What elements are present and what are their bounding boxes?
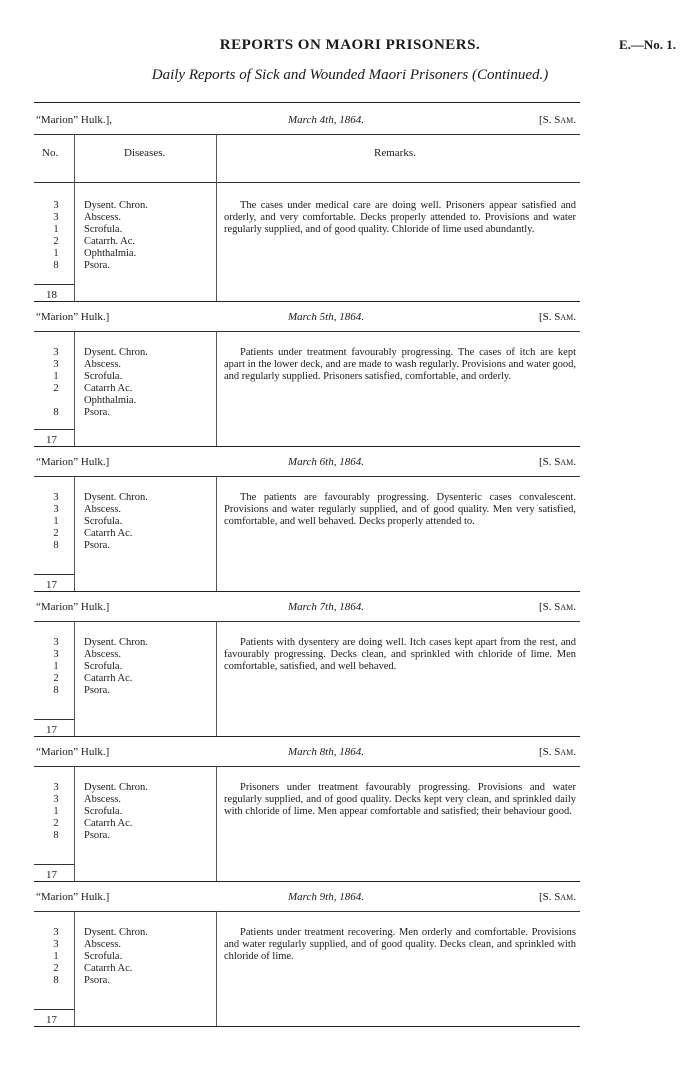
- report-header: [34, 591, 580, 622]
- case-numbers: 3 3 1 2 8: [53, 782, 59, 841]
- total-count: 17: [46, 1014, 57, 1026]
- top-rule: [34, 102, 580, 103]
- daily-report: [34, 446, 580, 591]
- page-reference: E.—No. 1.: [618, 37, 676, 52]
- daily-report: [34, 104, 580, 301]
- signature: [S. Sam.: [538, 891, 576, 903]
- signature: [S. Sam.: [538, 746, 576, 758]
- signature: [S. Sam.: [538, 114, 576, 126]
- column-divider: [74, 476, 75, 591]
- report-date: March 7th, 1864.: [288, 601, 364, 613]
- vessel-name: “Marion” Hulk.],: [36, 114, 113, 126]
- remarks-text: Patients under treatment favourably progressing. The cases of itch are kept apart in the lower deck, and are made to wash regularly. Provisions and water good, and regularly supplied. Prisoners satisfied, comfortable, and orderly.: [224, 347, 576, 382]
- column-divider: [216, 134, 217, 301]
- daily-report: [34, 301, 580, 446]
- remarks-text: The patients are favourably progressing. Dysenteric cases convalescent. Provisions and water regularly supplied, and of good quality. Men very satisfied, comfortable, and well behaved. Decks properly attended to.: [224, 492, 576, 527]
- column-divider: [216, 331, 217, 446]
- column-divider: [74, 134, 75, 301]
- remarks-text: Prisoners under treatment favourably progressing. Provisions and water regularly supplied, and of good quality. Decks kept very clean, and sprinkled daily with chloride of lime. Men appear comfortable and satisfied; their behaviour good.: [224, 782, 576, 817]
- signature: [S. Sam.: [538, 456, 576, 468]
- report-date: March 8th, 1864.: [288, 746, 364, 758]
- disease-list: Dysent. Chron. Abscess. Scrofula. Catarrh Ac. Psora.: [84, 492, 148, 551]
- reports-table: [34, 104, 580, 1026]
- daily-report: [34, 881, 580, 1026]
- report-date: March 4th, 1864.: [288, 114, 364, 126]
- daily-report: [34, 591, 580, 736]
- case-numbers: 3 3 1 2 8: [53, 927, 59, 986]
- total-count: 17: [46, 579, 57, 591]
- case-numbers: 3 3 1 2 8: [53, 637, 59, 696]
- vessel-name: “Marion” Hulk.]: [36, 891, 110, 903]
- signature: [S. Sam.: [538, 311, 576, 323]
- report-header: [34, 104, 580, 135]
- vessel-name: “Marion” Hulk.]: [36, 746, 110, 758]
- column-header-diseases: Diseases.: [124, 147, 166, 159]
- daily-report: [34, 736, 580, 881]
- vessel-name: “Marion” Hulk.]: [36, 311, 110, 323]
- disease-list: Dysent. Chron. Abscess. Scrofula. Catarrh Ac. Psora.: [84, 637, 148, 696]
- column-divider: [74, 331, 75, 446]
- case-numbers: 3 3 1 2 8: [53, 347, 59, 418]
- report-date: March 5th, 1864.: [288, 311, 364, 323]
- total-count: 17: [46, 434, 57, 446]
- disease-list: Dysent. Chron. Abscess. Scrofula. Catarrh Ac. Psora.: [84, 927, 148, 986]
- disease-list: Dysent. Chron. Abscess. Scrofula. Catarrh Ac. Psora.: [84, 782, 148, 841]
- column-divider: [216, 911, 217, 1026]
- column-header-no: No.: [42, 147, 59, 159]
- column-divider: [74, 621, 75, 736]
- column-header-row: [34, 134, 580, 183]
- column-header-remarks: Remarks.: [374, 147, 416, 159]
- vessel-name: “Marion” Hulk.]: [36, 601, 110, 613]
- page-title: REPORTS ON MAORI PRISONERS.: [219, 37, 481, 53]
- report-header: [34, 446, 580, 477]
- signature: [S. Sam.: [538, 601, 576, 613]
- remarks-text: Patients with dysentery are doing well. Itch cases kept apart from the rest, and favourably progressing. Decks clean, and sprinkled with chloride of lime. Men comfortable, satisfied, and well behaved.: [224, 637, 576, 672]
- disease-list: Dysent. Chron. Abscess. Scrofula. Catarrh. Ac. Ophthalmia. Psora.: [84, 200, 148, 271]
- column-divider: [74, 766, 75, 881]
- column-divider: [216, 476, 217, 591]
- case-numbers: 3 3 1 2 8: [53, 492, 59, 551]
- report-header: [34, 301, 580, 332]
- remarks-text: Patients under treatment recovering. Men orderly and comfortable. Provisions and water regularly supplied, and of good quality. Decks clean, and sprinkled with chloride of lime.: [224, 927, 576, 962]
- report-separator: [34, 1026, 580, 1027]
- column-divider: [74, 911, 75, 1026]
- case-numbers: 3 3 1 2 1 8: [53, 200, 59, 271]
- disease-list: Dysent. Chron. Abscess. Scrofula. Catarrh Ac. Ophthalmia. Psora.: [84, 347, 148, 418]
- column-divider: [216, 766, 217, 881]
- report-header: [34, 881, 580, 912]
- remarks-text: The cases under medical care are doing well. Prisoners appear satisfied and orderly, and very comfortable. Decks properly attended to. Provisions and water regularly supplied, and of good quality. Chloride of lime used abundantly.: [224, 200, 576, 235]
- page-subtitle: Daily Reports of Sick and Wounded Maori Prisoners (Continued.): [151, 67, 549, 83]
- total-count: 17: [46, 869, 57, 881]
- report-date: March 9th, 1864.: [288, 891, 364, 903]
- vessel-name: “Marion” Hulk.]: [36, 456, 110, 468]
- total-count: 18: [46, 289, 57, 301]
- report-date: March 6th, 1864.: [288, 456, 364, 468]
- column-divider: [216, 621, 217, 736]
- total-count: 17: [46, 724, 57, 736]
- report-header: [34, 736, 580, 767]
